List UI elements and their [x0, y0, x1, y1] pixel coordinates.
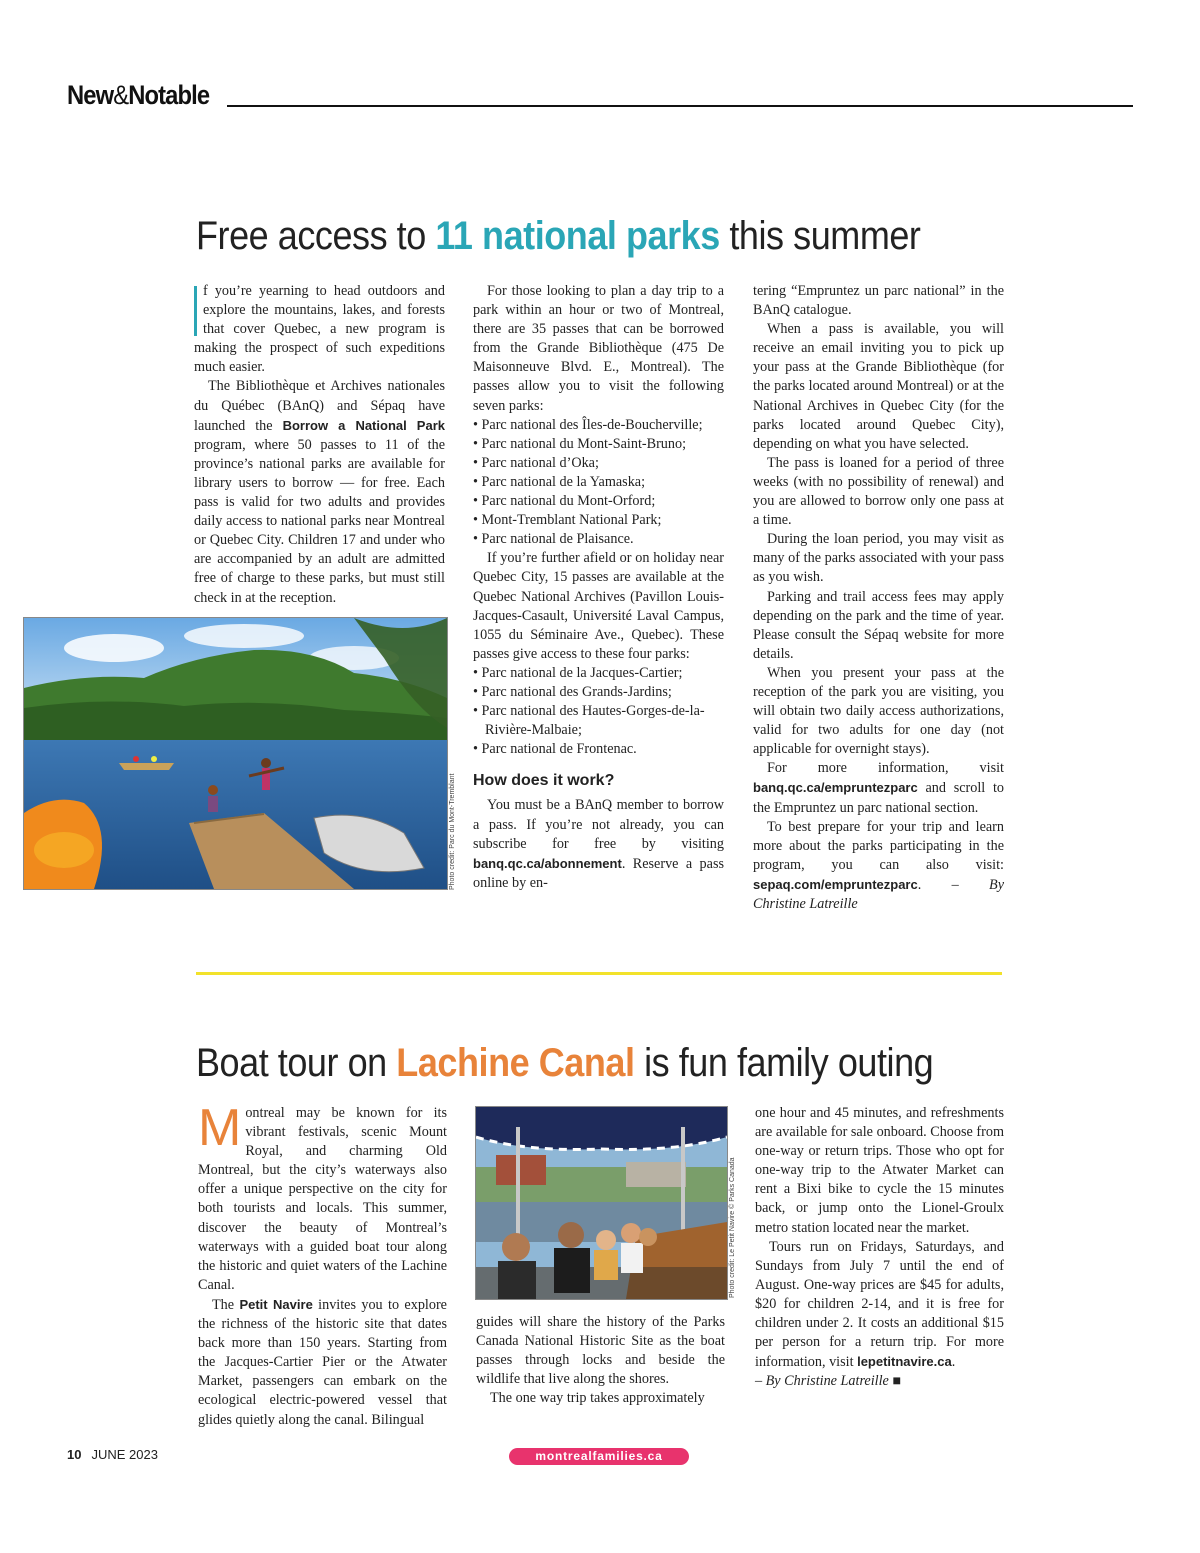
- link-empruntezparc[interactable]: banq.qc.ca/empruntezparc: [753, 780, 918, 796]
- article2-paragraph: Tours run on Fridays, Saturdays, and Sundays from July 7 until the end of August. One-way prices are $45 for adults, $20 for children 2-14, and it is free for children under 2. It costs an additional $15 per person for a return trip. For more information, visit lepetitnavire.ca.: [755, 1238, 1004, 1371]
- link-sepaq[interactable]: sepaq.com/empruntezparc: [753, 876, 918, 892]
- list-item: • Parc national du Mont-Saint-Bruno;: [473, 435, 724, 454]
- list-item: • Parc national des Grands-Jardins;: [473, 683, 724, 702]
- section-title: New&Notable: [67, 80, 210, 110]
- byline: – By Christine Latreille: [755, 1373, 889, 1390]
- park-list-montreal: [473, 416, 724, 550]
- list-item: • Parc national de Frontenac.: [473, 740, 724, 759]
- article1-paragraph: If you’re further afield or on holiday near Quebec City, 15 passes are available at the Quebec National Archives (Pavillon Louis-Jacques-Casault, Université Laval Campus, 1055 du Séminaire Ave., Quebec). These passes give access to these four parks:: [473, 550, 724, 662]
- boat-tour-photo: [475, 1106, 728, 1300]
- lake-dock-photo: [23, 617, 448, 890]
- end-mark-icon: ■: [892, 1373, 901, 1390]
- list-item: • Mont-Tremblant National Park;: [473, 511, 724, 530]
- photo-credit: Photo credit: Parc du Mont-Tremblant: [449, 773, 456, 890]
- list-item: • Parc national du Mont-Orford;: [473, 492, 724, 511]
- byline: – By Christine Latreille: [753, 876, 1005, 912]
- article2-paragraph: The Petit Navire invites you to explore the richness of the historic site that dates back more than 150 years. Starting from the Jacques-Cartier Pier or the Atwater Market, passengers can embark on the ecological electric-powered vessel that glides quietly along the canal. Bilingual: [198, 1296, 447, 1428]
- park-list-quebec: [473, 664, 724, 759]
- article1-paragraph: The Bibliothèque et Archives nationales du Québec (BAnQ) and Sépaq have launched the Borrow a National Park program, where 50 passes to 11 of the province’s national parks are available for library users to borrow — for free. Each pass is valid for two adults and provides daily access to national parks near Montreal or Quebec City. Children 17 and under who are accompanied by an adult are admitted free of charge to these parks, but must still check in at the reception.: [194, 378, 445, 606]
- article1-paragraph: f you’re yearning to head outdoors and explore the mountains, lakes, and forests that cover Quebec, a new program is making the prospect of such expeditions much easier.: [194, 283, 445, 376]
- article2-paragraph: guides will share the history of the Parks Canada National Historic Site as the boat passes through locks and beside the wildlife that live along the shores.: [476, 1314, 725, 1388]
- page-footer: [67, 1447, 158, 1462]
- article2-paragraph: The one way trip takes approximately: [490, 1390, 705, 1407]
- article2-byline-line: [755, 1372, 1004, 1391]
- article1-column-1: [194, 282, 445, 608]
- article1-paragraph: You must be a BAnQ member to borrow a pass. If you’re not already, you can subscribe for free by visiting banq.qc.ca/abonnement. Reserve a pass online by en-: [473, 797, 724, 891]
- article1-paragraph: During the loan period, you may visit as many of the parks associated with your pass as you wish.: [753, 531, 1004, 586]
- subheading: How does it work?: [473, 772, 615, 790]
- section-divider: [196, 972, 1002, 975]
- article1-paragraph: For more information, visit banq.qc.ca/empruntezparc and scroll to the Empruntez un parc national section.: [753, 760, 1004, 816]
- header-rule: [227, 105, 1133, 107]
- link-lepetitnavire[interactable]: lepetitnavire.ca: [857, 1354, 952, 1370]
- list-item: • Parc national des Îles-de-Boucherville;: [473, 416, 724, 435]
- article1-paragraph: When a pass is available, you will receive an email inviting you to pick up your pass at the Grande Bibliothèque (for the parks located around Montreal) or at the National Archives in Quebec City (for the parks located around Quebec City), depending on what you have selected.: [753, 321, 1004, 452]
- page-number: 10: [67, 1447, 82, 1462]
- list-item: • Parc national des Hautes-Gorges-de-la-Rivière-Malbaie;: [473, 702, 724, 740]
- article1-paragraph: To best prepare for your trip and learn more about the parks participating in the program, you can also visit: sepaq.com/empruntezparc. – By Christine Latreille: [753, 818, 1005, 912]
- article1-paragraph: The pass is loaned for a period of three weeks (with no possibility of renewal) and you are allowed to borrow only one pass at a time.: [753, 454, 1004, 529]
- section-header: [67, 80, 1133, 110]
- list-item: • Parc national de la Jacques-Cartier;: [473, 664, 724, 683]
- article2-column-2: [476, 1313, 725, 1408]
- article1-paragraph: tering “Empruntez un parc national” in the BAnQ catalogue.: [753, 283, 1004, 319]
- article1-headline: Free access to 11 national parks this summer: [196, 214, 921, 258]
- article1-paragraph: Parking and trail access fees may apply depending on the park and the time of year. Please consult the Sépaq website for more details.: [753, 588, 1004, 662]
- site-badge[interactable]: montrealfamilies.ca: [509, 1448, 689, 1465]
- article2-column-3: [755, 1104, 1004, 1391]
- list-item: • Parc national d’Oka;: [473, 454, 724, 473]
- article2-column-1: [198, 1099, 447, 1430]
- dropcap-bar: [194, 286, 197, 336]
- article2-paragraph: Montreal may be known for its vibrant festivals, scenic Mount Royal, and charming Old Montreal, but the city’s waterways also offer a unique perspective on the city for both tourists and locals. This summer, discover the beauty of Montreal’s waterways with a guided boat tour along the historic and quiet waters of the Lachine Canal.: [198, 1099, 447, 1293]
- photo-credit: Photo credit: Le Petit Navire © Parks Canada: [729, 1157, 736, 1298]
- article2-headline: Boat tour on Lachine Canal is fun family outing: [196, 1041, 934, 1085]
- issue-date: JUNE 2023: [91, 1447, 158, 1462]
- article1-paragraph: For those looking to plan a day trip to a park within an hour or two of Montreal, there are 35 passes that can be borrowed from the Grande Bibliothèque (475 De Maisonneuve Blvd. E., Montreal). The passes allow you to visit the following seven parks:: [473, 283, 724, 414]
- list-item: • Parc national de la Yamaska;: [473, 473, 724, 492]
- dropcap: M: [198, 1099, 242, 1157]
- link-abonnement[interactable]: banq.qc.ca/abonnement: [473, 855, 622, 871]
- article1-paragraph: When you present your pass at the reception of the park you are visiting, you will obtain two daily access authorizations, valid for two adults for one day (not applicable for overnight stays).: [753, 664, 1004, 758]
- article1-column-3: [753, 282, 1004, 914]
- article2-paragraph: one hour and 45 minutes, and refreshments are available for sale onboard. Choose from one-way or return trips. Those who opt for one-way trip to the Atwater Market can rent a Bixi bike to cycle the 15 minutes back, or jump onto the Lionel-Groulx metro station located near the market.: [755, 1105, 1004, 1236]
- article1-column-2: [473, 282, 724, 893]
- list-item: • Parc national de Plaisance.: [473, 530, 724, 549]
